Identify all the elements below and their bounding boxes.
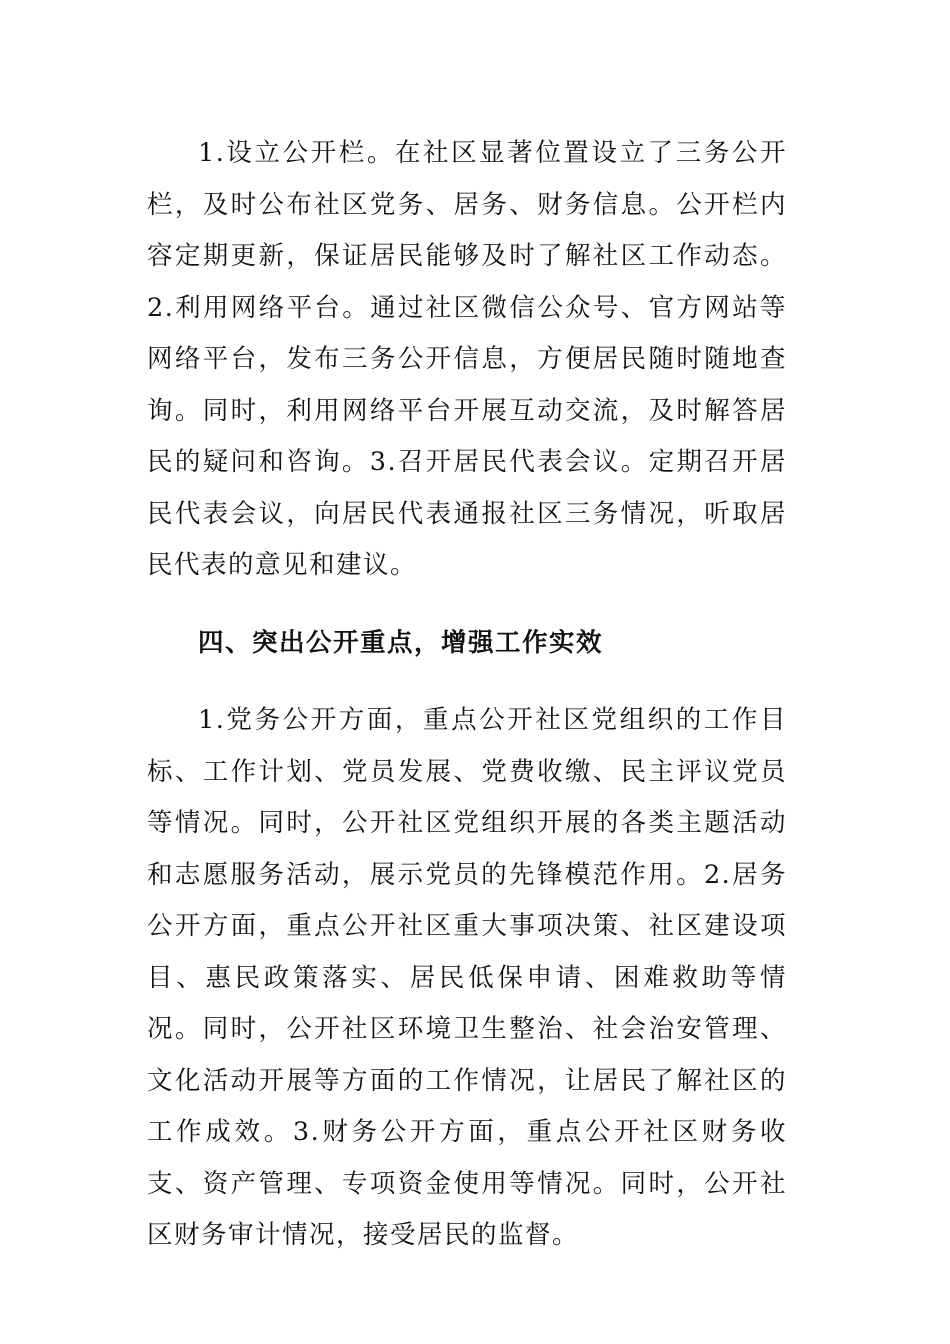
section-heading: 四、突出公开重点，增强工作实效 [198,627,604,658]
document-page [147,128,787,1262]
paragraph-key-points: 1.党务公开方面，重点公开社区党组织的工作目标、工作计划、党员发展、党费收缴、民主评议党员等情况。同时，公开社区党组织开展的各类主题活动和志愿服务活动，展示党员的先锋模范作用。2.居务公开方面，重点公开社区重大事项决策、社区建设项目、惠民政策落实、居民低保申请、困难救助等情况。同时，公开社区环境卫生整治、社会治安管理、文化活动开展等方面的工作情况，让居民了解社区的工作成效。3.财务公开方面，重点公开社区财务收支、资产管理、专项资金使用等情况。同时，公开社区财务审计情况，接受居民的监督。 [147,705,787,1250]
paragraph-open-channels: 1.设立公开栏。在社区显著位置设立了三务公开栏，及时公布社区党务、居务、财务信息。公开栏内容定期更新，保证居民能够及时了解社区工作动态。2.利用网络平台。通过社区微信公众号、官方网站等网络平台，发布三务公开信息，方便居民随时随地查询。同时，利用网络平台开展互动交流，及时解答居民的疑问和咨询。3.召开居民代表会议。定期召开居民代表会议，向居民代表通报社区三务情况，听取居民代表的意见和建议。 [147,138,787,580]
